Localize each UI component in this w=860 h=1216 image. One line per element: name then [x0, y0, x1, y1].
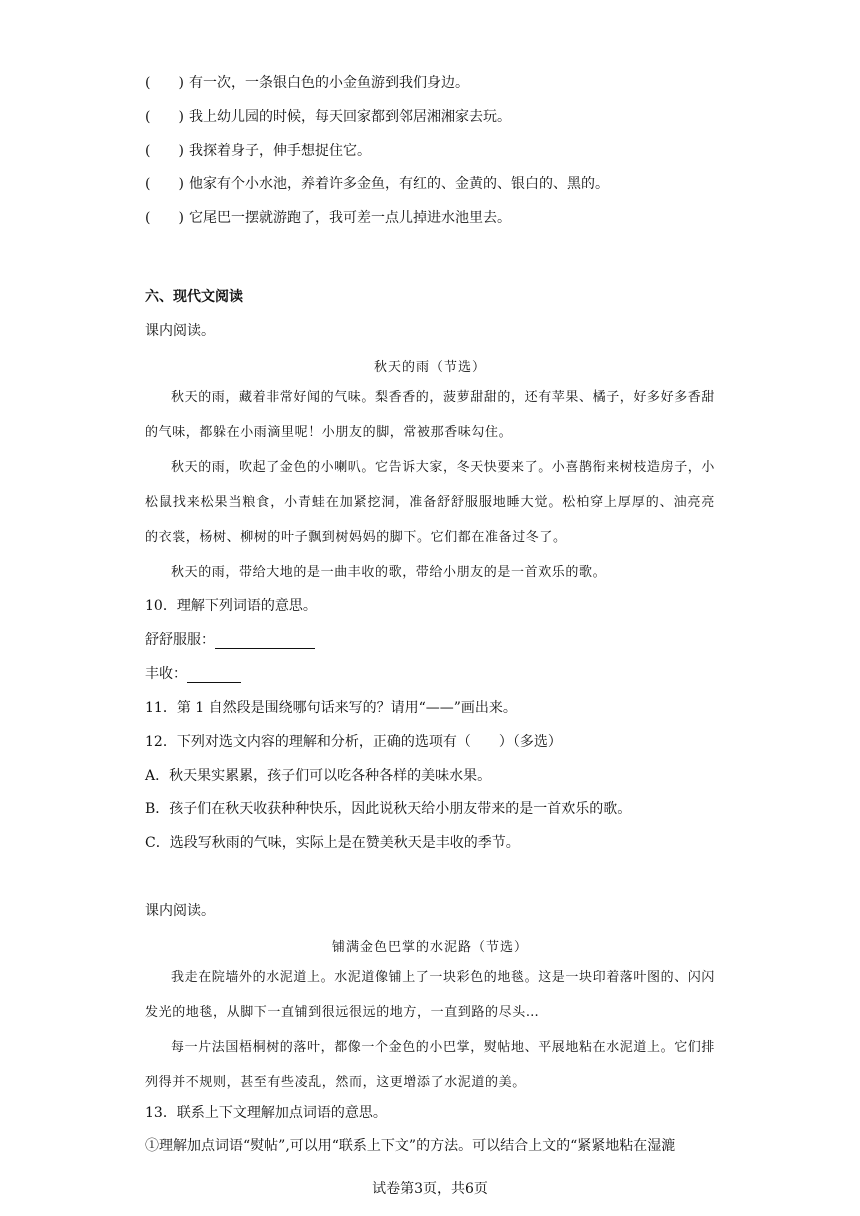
- reading-label: 课内阅读。: [145, 903, 215, 919]
- ordering-item: [145, 142, 371, 160]
- option-b[interactable]: B．孩子们在秋天收获种种快乐，因此说秋天给小朋友带来的是一首欢乐的歌。: [145, 801, 632, 817]
- ordering-text: 我探着身子，伸手想捉住它。: [189, 143, 371, 159]
- ordering-text: 有一次，一条银白色的小金鱼游到我们身边。: [189, 75, 469, 91]
- option-a[interactable]: A．秋天果实累累，孩子们可以吃各种各样的美味水果。: [145, 768, 492, 784]
- ordering-text: 我上幼儿园的时候，每天回家都到邻居湘湘家去玩。: [189, 109, 511, 125]
- ordering-item: [145, 209, 511, 227]
- ordering-text: 他家有个小水池，养着许多金鱼，有红的、金黄的、银白的、黑的。: [189, 176, 609, 192]
- vocab-word: 丰收：: [145, 666, 187, 682]
- answer-paren[interactable]: ( ): [145, 75, 184, 91]
- ordering-item: [145, 74, 469, 92]
- option-c[interactable]: C．选段写秋雨的气味，实际上是在赞美秋天是丰收的季节。: [145, 835, 520, 851]
- vocab-word: 舒舒服服：: [145, 632, 215, 648]
- question-13: 13．联系上下文理解加点词语的意思。: [145, 1105, 387, 1121]
- section-heading: 六、现代文阅读: [145, 289, 243, 305]
- passage-title: 铺满金色巴掌的水泥路（节选）: [331, 940, 528, 955]
- question-12: 12．下列对选文内容的理解和分析，正确的选项有（ ）（多选）: [145, 734, 562, 750]
- passage-paragraph: 秋天的雨，带给大地的是一曲丰收的歌，带给小朋友的是一首欢乐的歌。: [171, 565, 607, 580]
- question-10: 10．理解下列词语的意思。: [145, 598, 317, 614]
- answer-blank[interactable]: [187, 668, 241, 683]
- passage-paragraph: 每一片法国梧桐树的落叶，都像一个金色的小巴掌，熨帖地、平展地粘在水泥道上。它们排列得并不规则，甚至有些凌乱，然而，这更增添了水泥道的美。: [145, 1040, 716, 1090]
- passage-paragraph: 秋天的雨，藏着非常好闻的气味。梨香香的，菠萝甜甜的，还有苹果、橘子，好多好多香甜的气味，都躲在小雨滴里呢！小朋友的脚，常被那香味勾住。: [145, 390, 716, 440]
- question-11: 11．第 1 自然段是围绕哪句话来写的？请用“——”画出来。: [145, 700, 517, 716]
- passage-paragraph: 我走在院墙外的水泥道上。水泥道像铺上了一块彩色的地毯。这是一块印着落叶图的、闪闪发光的地毯，从脚下一直铺到很远很远的地方，一直到路的尽头…: [145, 970, 716, 1020]
- page-footer: 试卷第3页，共6页: [372, 1181, 488, 1197]
- answer-paren[interactable]: ( ): [145, 143, 184, 159]
- ordering-item: [145, 108, 511, 126]
- passage-paragraph: 秋天的雨，吹起了金色的小喇叭。它告诉大家，冬天快要来了。小喜鹊衔来树枝造房子，小松鼠找来松果当粮食，小青蛙在加紧挖洞，准备舒舒服服地睡大觉。松柏穿上厚厚的、油亮亮的衣裳，杨树、柳树的叶子飘到树妈妈的脚下。它们都在准备过冬了。: [145, 460, 716, 545]
- answer-paren[interactable]: ( ): [145, 109, 184, 125]
- question-13-sub: ①理解加点词语“熨帖”,可以用“联系上下文”的方法。可以结合上文的“紧紧地粘在湿漉: [145, 1138, 676, 1154]
- answer-blank[interactable]: [215, 634, 315, 649]
- vocab-item: [145, 665, 241, 683]
- passage-title: 秋天的雨（节选）: [373, 360, 486, 375]
- reading-label: 课内阅读。: [145, 323, 215, 339]
- ordering-text: 它尾巴一摆就游跑了，我可差一点儿掉进水池里去。: [189, 210, 511, 226]
- answer-paren[interactable]: ( ): [145, 210, 184, 226]
- vocab-item: [145, 631, 315, 649]
- answer-paren[interactable]: ( ): [145, 176, 184, 192]
- ordering-item: [145, 175, 609, 193]
